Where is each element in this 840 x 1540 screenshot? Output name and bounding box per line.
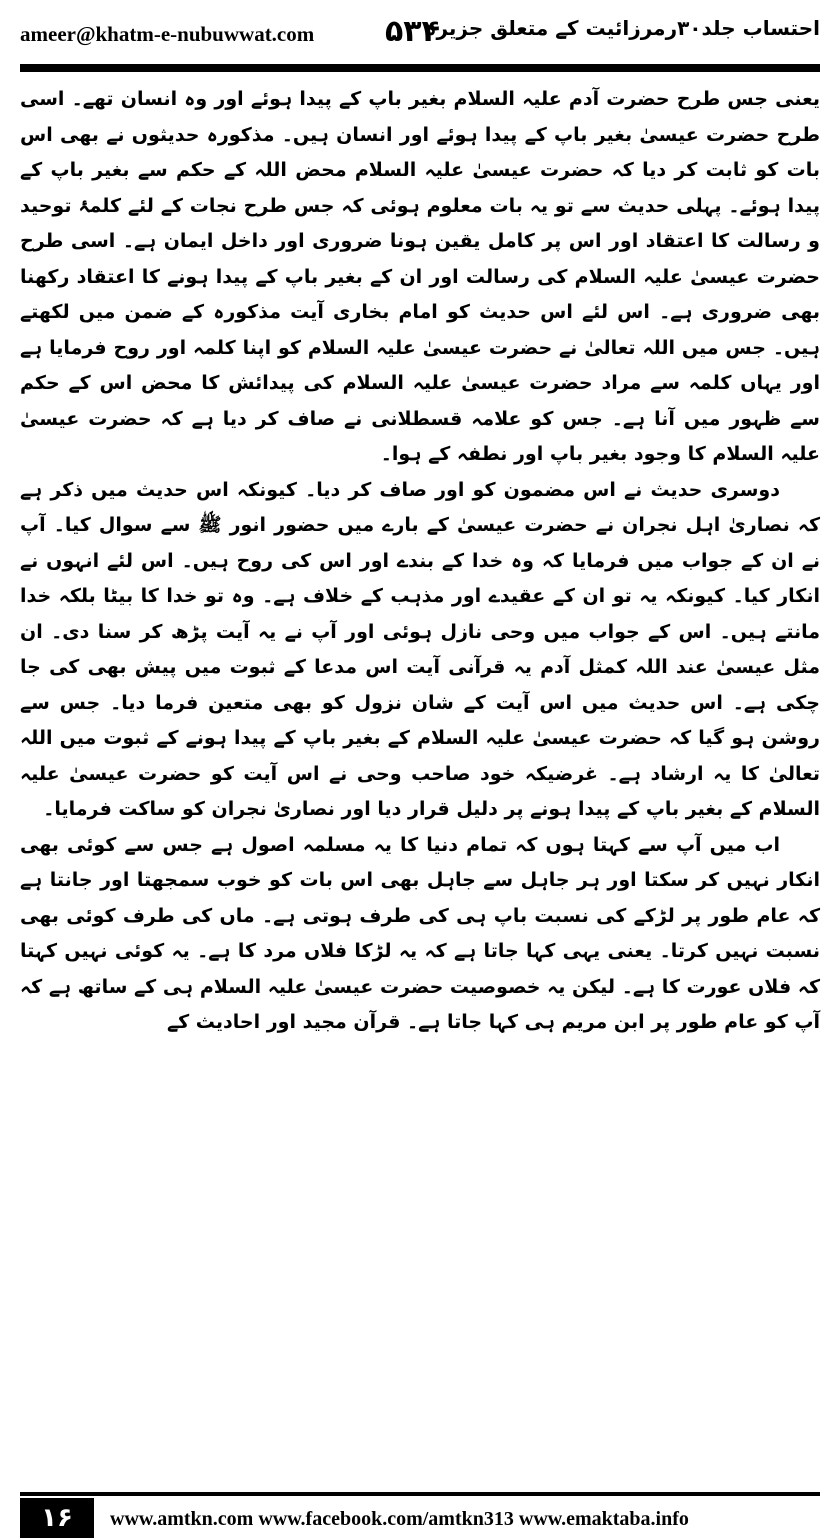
body-text [20,82,820,1041]
verse-followup: یہ قرآنی آیت اس مدعا کے ثبوت میں پیش بھی کی جا چکی ہے۔ اس [20,656,820,714]
running-title: احتساب جلد۳۰رمرزائیت کے متعلق جزیرہ [424,16,820,40]
header-page-number: ۵۳۴ [385,14,440,49]
quran-verse: ان مثل عیسیٰ عند اللہ کمثل آدم [20,620,821,678]
paragraph-1: یعنی جس طرح حضرت آدم علیہ السلام بغیر باپ کے پیدا ہوئے اور وہ انسان تھے۔ اسی طرح حضرت عیسیٰ بغیر باپ کے پیدا ہوئے اور انسان ہیں۔ مذکورہ حدیثوں نے بھی اس بات کو ثابت کر دیا کہ حضرت عیسیٰ علیہ السلام محض اللہ کے حکم سے بغیر باپ کے پیدا ہوئے۔ پہلی حدیث سے تو یہ بات معلوم ہوئی کہ جس طرح نجات کے لئے کلمۂ توحید و رسالت کا اعتقاد اور اس پر کامل یقین ہونا ضروری اور داخل ایمان ہے۔ اسی طرح حضرت عیسیٰ علیہ السلام کی رسالت اور ان کے بغیر باپ کے پیدا ہونے کا اعتقاد رکھنا بھی ضروری ہے۔ اس لئے اس حدیث کو امام بخاری آیت مذکورہ کے ضمن میں لکھتے ہیں۔ جس میں اللہ تعالیٰ نے حضرت عیسیٰ علیہ السلام کو اپنا کلمہ اور روح فرمایا ہے اور یہاں کلمہ سے مراد حضرت عیسیٰ علیہ السلام کی پیدائش کا محض اس کے حکم سے ظہور میں آنا ہے۔ جس کو علامہ قسطلانی نے صاف کر دیا ہے کہ حضرت عیسیٰ علیہ السلام کا وجود بغیر باپ اور نطفہ کے ہوا۔ [20,88,820,465]
footer-rule [20,1492,820,1496]
header-rule [20,64,820,72]
page-header [0,0,840,64]
paragraph-2 [20,473,820,828]
paragraph-2-text: دوسری حدیث نے اس مضمون کو اور صاف کر دیا۔ کیونکہ اس حدیث میں ذکر ہے کہ نصاریٰ اہل نجران نے حضرت عیسیٰ کے بارے میں حضور انور ﷺ سے سوال کیا۔ آپ نے ان کے جواب میں فرمایا کہ وہ خدا کے بندے اور اس کی روح ہیں۔ اس لئے انہوں نے انکار کیا۔ کیونکہ یہ تو ان کے عقیدے اور مذہب کے خلاف ہے۔ وہ تو خدا کا بیٹا بلکہ خدا مانتے ہیں۔ اس کے جواب میں وحی نازل ہوئی اور آپ نے یہ آیت پڑھ کر سنا دی۔ [20,478,820,643]
header-email: ameer@khatm-e-nubuwwat.com [20,22,315,46]
footer-page-number: ۱۶ [20,1498,94,1538]
paragraph-3: اب میں آپ سے کہتا ہوں کہ تمام دنیا کا یہ مسلمہ اصول ہے جس سے کوئی بھی انکار نہیں کر سکتا اور ہر جاہل سے جاہل بھی اس بات کو خوب سمجھتا اور جانتا ہے کہ عام طور پر لڑکے کی نسبت باپ ہی کی طرف ہوتی ہے۔ ماں کی طرف کوئی بھی نسبت نہیں کرتا۔ یعنی یہی کہا جاتا ہے کہ یہ لڑکا فلاں مرد کا ہے۔ یہ کوئی نہیں کہتا کہ فلاں عورت کا ہے۔ لیکن یہ خصوصیت حضرت عیسیٰ علیہ السلام ہی کے ساتھ ہے کہ آپ کو عام طور پر ابن مریم ہی کہا جاتا ہے۔ قرآن مجید اور احادیث کے [20,833,820,1033]
footer-links: www.amtkn.com www.facebook.com/amtkn313 www.emaktaba.info [110,1508,689,1530]
paragraph-2-continuation: حدیث میں اس آیت کے شان نزول کو بھی متعین فرما دیا۔ جس سے روشن ہو گیا کہ حضرت عیسیٰ علیہ السلام کے بغیر باپ کے پیدا ہونے کے ثبوت میں اللہ تعالیٰ کا یہ ارشاد ہے۔ غرضیکہ خود صاحب وحی نے اس آیت کو حضرت عیسیٰ علیہ السلام کے بغیر باپ کے پیدا ہونے پر دلیل قرار دیا اور نصاریٰ نجران کو ساکت فرمایا۔ [20,691,820,820]
